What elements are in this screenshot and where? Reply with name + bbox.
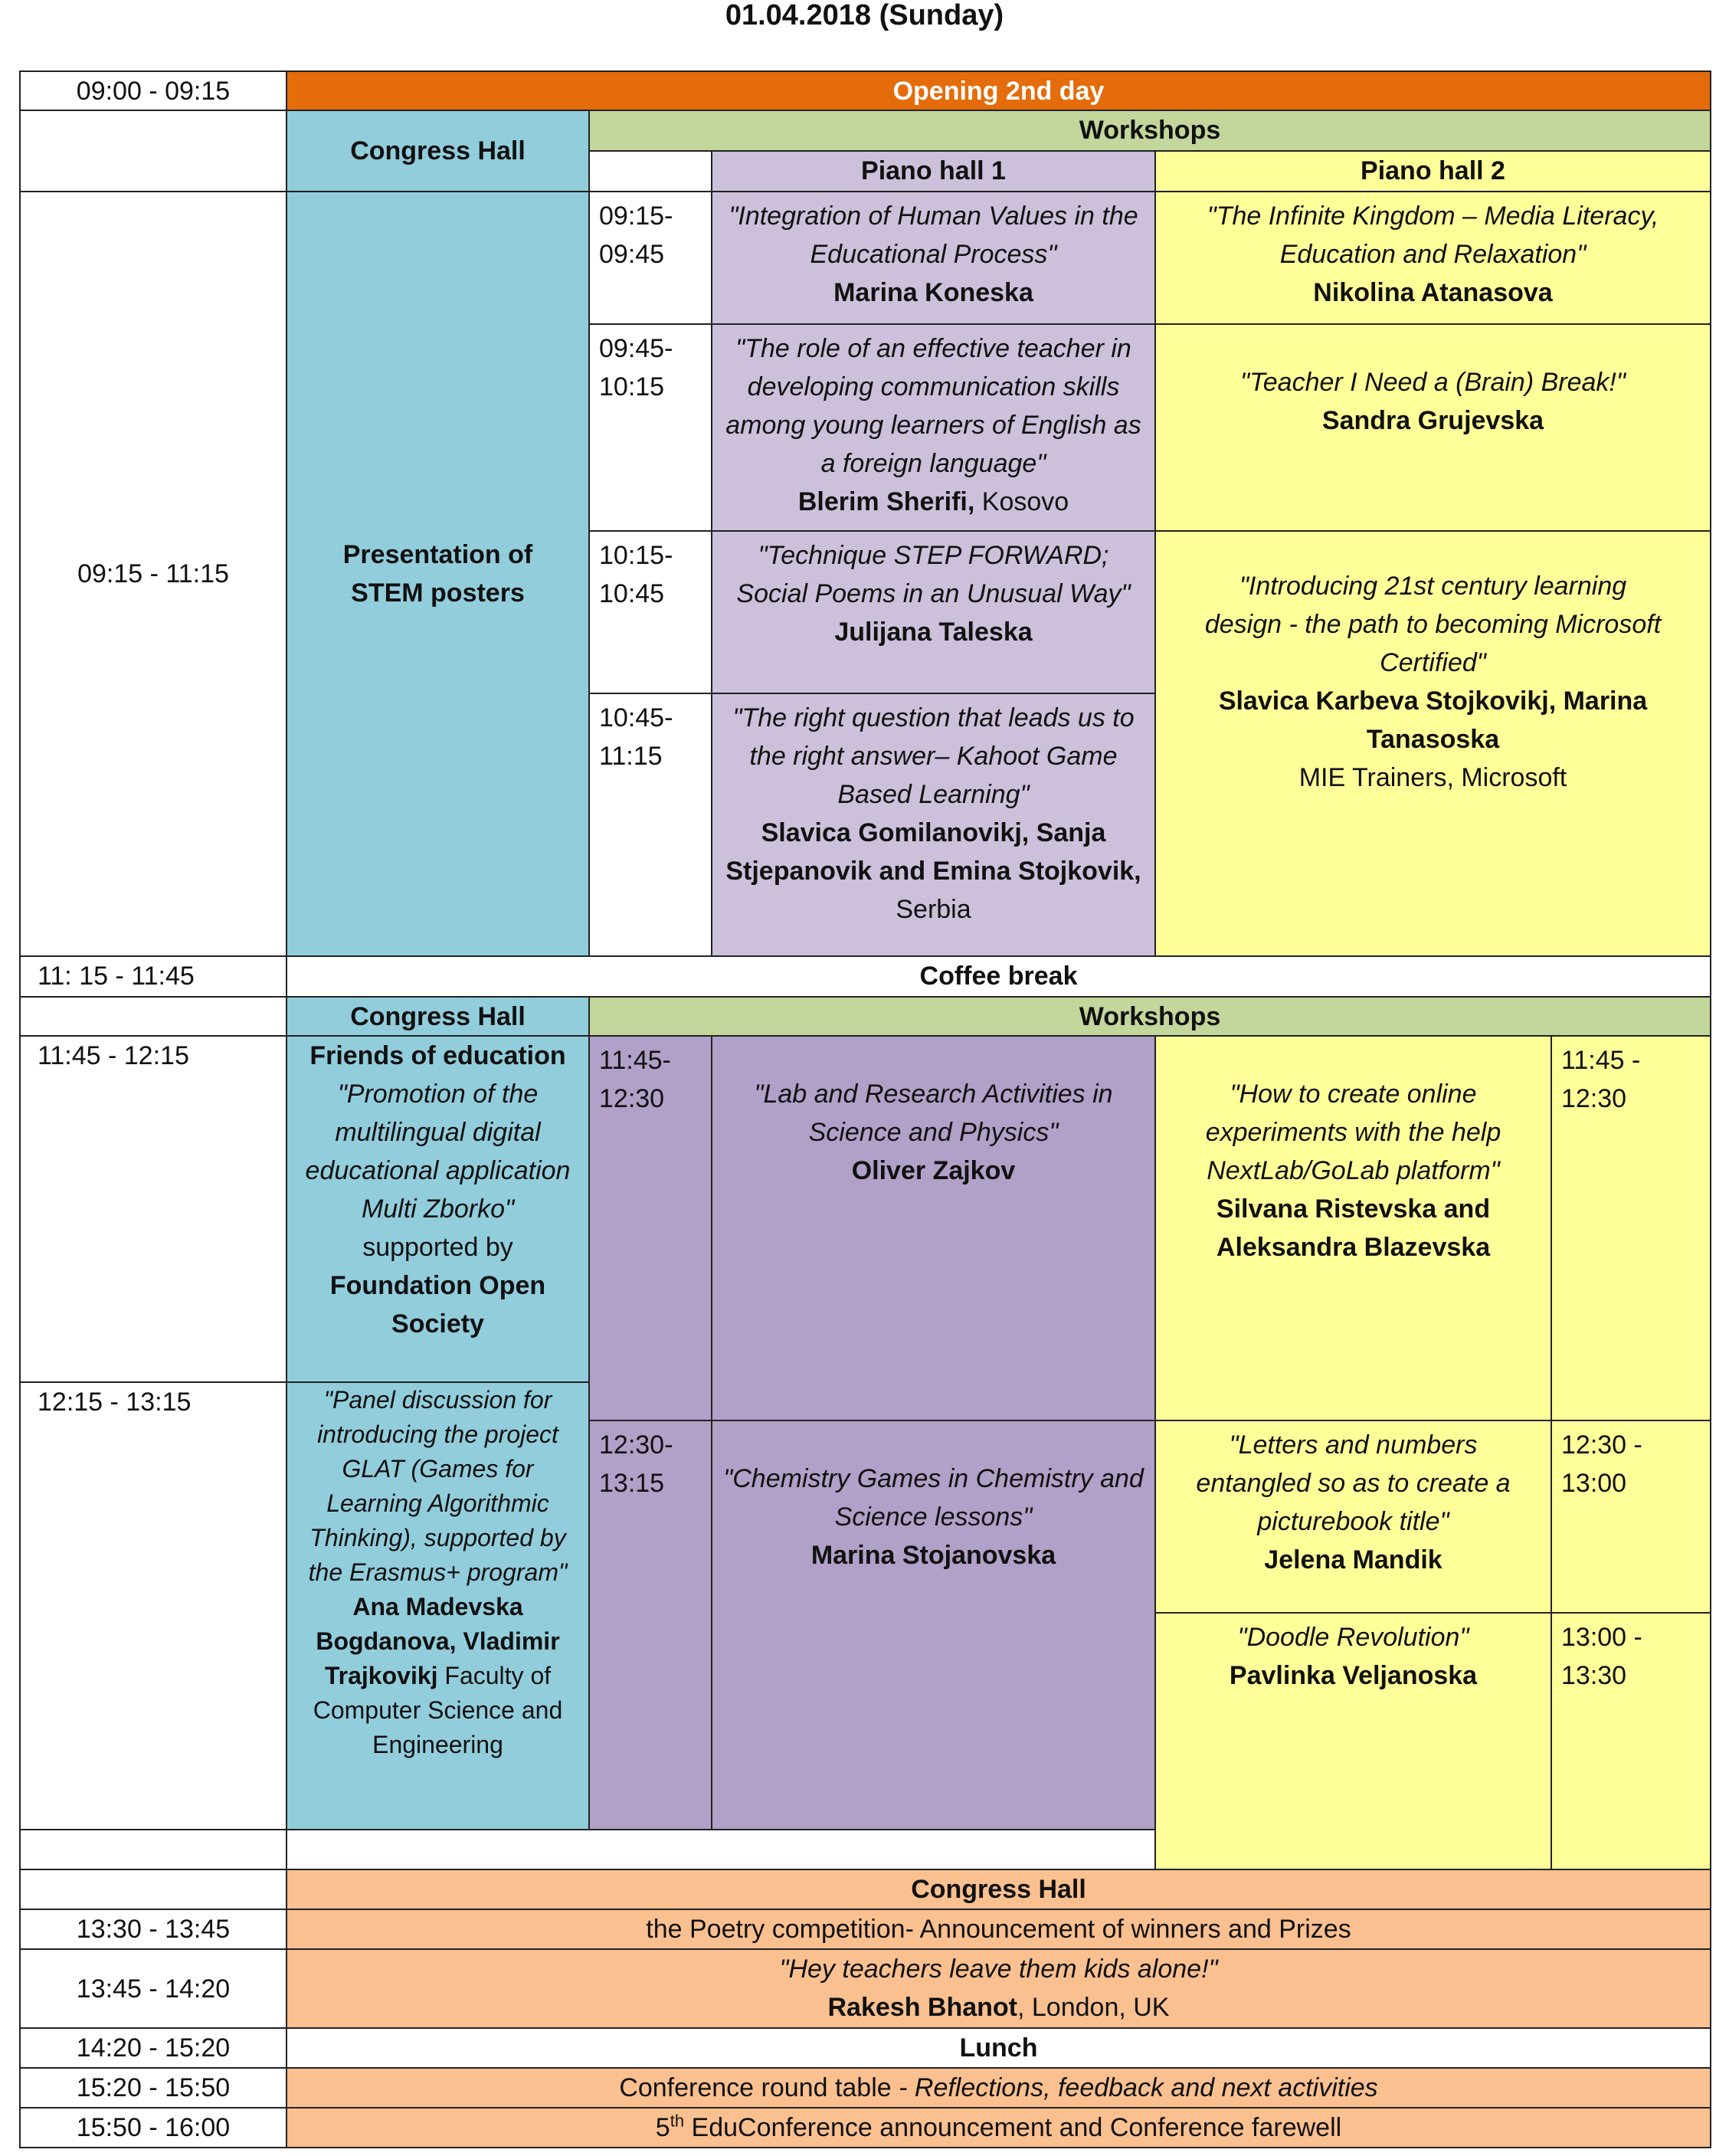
empty-time-cell: [19, 1869, 287, 1910]
session-title: "Technique STEP FORWARD; Social Poems in an Unusual Way": [736, 541, 1131, 608]
coffee-break-cell: Coffee break: [286, 955, 1711, 998]
empty-time-cell: [19, 996, 287, 1037]
ph1-session: [711, 1420, 1156, 1830]
session-title: "Lab and Research Activities in Science and Physics": [754, 1080, 1113, 1147]
session-author: Slavica Gomilanovikj, Sanja Stjepanovik and Emina Stojkovik,: [725, 818, 1141, 886]
program-item: the Poetry competition- Announcement of winners and Prizes: [286, 1909, 1711, 1950]
program-item: [286, 1948, 1711, 2029]
time-cell: 15:20 - 15:50: [19, 2067, 287, 2108]
slot-time: 09:45-10:15: [588, 323, 712, 532]
session-country: Serbia: [896, 895, 971, 924]
time-cell: 13:45 - 14:20: [19, 1948, 287, 2029]
stem-posters-cell: [286, 191, 590, 957]
time-cell: 15:50 - 16:00: [19, 2107, 287, 2148]
workshops-header: Workshops: [588, 110, 1711, 152]
program-item: [286, 2067, 1711, 2108]
session-author: Blerim Sherifi,: [797, 487, 975, 516]
session-title: "Hey teachers leave them kids alone!": [779, 1954, 1218, 1984]
session-sponsor: Foundation Open Society: [329, 1271, 546, 1338]
slot-time: 11:45-12:30: [588, 1035, 712, 1421]
item-number: 5: [655, 2113, 670, 2142]
ph1-session: [711, 693, 1156, 957]
time-cell: 09:00 - 09:15: [19, 70, 287, 111]
lunch-cell: Lunch: [286, 2027, 1711, 2069]
session-affiliation: MIE Trainers, Microsoft: [1298, 763, 1567, 792]
ph1-session: [711, 530, 1156, 694]
empty-cell: [588, 150, 712, 192]
session-author: Ana Madevska Bogdanova, Vladimir Trajkovikj: [316, 1593, 560, 1689]
program-item: [286, 2107, 1711, 2148]
workshops-header: Workshops: [588, 996, 1711, 1037]
time-cell: [19, 1381, 287, 1830]
time-cell: 13:30 - 13:45: [19, 1909, 287, 1950]
slot-time: 11:45 - 12:30: [1551, 1035, 1711, 1421]
item-subtitle: - Reflections, feedback and next activities: [891, 2073, 1378, 2102]
ph1-session: [711, 323, 1156, 532]
session-title: "Introducing 21st century learning design - the path to becoming Microsoft Certified": [1204, 572, 1662, 677]
time-cell: [19, 955, 287, 998]
item-ordinal: th: [670, 2111, 685, 2131]
piano-hall-2-header: Piano hall 2: [1154, 150, 1711, 192]
session-author: Marina Stojanovska: [810, 1541, 1056, 1570]
session-title: "The role of an effective teacher in developing communication skills among young learners of English as a foreign language": [725, 334, 1141, 478]
session-supported: supported by: [362, 1233, 513, 1262]
session-title: "Doodle Revolution": [1237, 1623, 1469, 1652]
empty-time-cell: [19, 1829, 287, 1870]
slot-time: 12:30-13:15: [588, 1420, 712, 1830]
empty-cell: [286, 1829, 1156, 1870]
ph2-session: [1154, 191, 1711, 325]
stem-posters-label: Presentation of STEM posters: [342, 540, 533, 608]
session-country: Kosovo: [981, 487, 1069, 516]
session-affiliation: Faculty of Computer Science and Engineering: [313, 1662, 563, 1758]
session-heading: Friends of education: [309, 1041, 566, 1070]
session-author: Marina Koneska: [833, 278, 1033, 307]
item-text: Conference round table: [619, 2073, 892, 2102]
page-title: 01.04.2018 (Sunday): [725, 0, 1004, 31]
ph2-session: [1154, 1420, 1552, 1614]
session-title: "How to create online experiments with the help NextLab/GoLab platform": [1205, 1080, 1501, 1185]
session-title: "The Infinite Kingdom – Media Literacy, Education and Relaxation": [1207, 202, 1659, 269]
ch-session: [286, 1381, 590, 1830]
session-location: , London, UK: [1017, 1993, 1170, 2022]
session-author: Pavlinka Veljanoska: [1229, 1661, 1478, 1690]
slot-time: 10:45-11:15: [588, 693, 712, 957]
congress-hall-header: Congress Hall: [286, 110, 590, 192]
slot-time: 12:30 - 13:00: [1551, 1420, 1711, 1614]
session-title: "The right question that leads us to the right answer– Kahoot Game Based Learning": [732, 703, 1135, 809]
session-title: "Letters and numbers entangled so as to create a picturebook title": [1196, 1430, 1511, 1536]
coffee-time: 11: 15 - 11:45: [38, 962, 195, 991]
ph1-session: [711, 191, 1156, 325]
slot-time: 09:15-09:45: [588, 191, 712, 325]
session-author: Oliver Zajkov: [851, 1156, 1016, 1185]
ph1-session: [711, 1035, 1156, 1421]
session-title: "Teacher I Need a (Brain) Break!": [1240, 368, 1626, 397]
piano-hall-1-header: Piano hall 1: [711, 150, 1156, 192]
item-text: EduConference announcement and Conference farewell: [684, 2113, 1342, 2142]
session-author: Slavica Karbeva Stojkovikj, Marina Tanasoska: [1218, 686, 1648, 754]
congress-hall-header: Congress Hall: [286, 996, 590, 1037]
session-author: Jelena Mandik: [1264, 1545, 1442, 1574]
ph2-session: [1154, 1612, 1552, 1870]
session-author: Sandra Grujevska: [1321, 406, 1544, 435]
time-cell: 09:15 - 11:15: [19, 191, 287, 957]
session-author: Silvana Ristevska and Aleksandra Blazevska: [1216, 1194, 1491, 1262]
ph2-session: [1154, 1035, 1552, 1421]
session-title: "Integration of Human Values in the Educational Process": [729, 202, 1138, 269]
time-label: 11:45 - 12:15: [38, 1041, 189, 1070]
session-title: "Panel discussion for introducing the project GLAT (Games for Learning Algorithmic Thinking), supported by the Erasmus+ program": [308, 1386, 568, 1586]
ch-session: [286, 1035, 590, 1383]
slot-time: 13:00 - 13:30: [1551, 1612, 1711, 1870]
session-author: Julijana Taleska: [834, 618, 1033, 647]
time-cell: 14:20 - 15:20: [19, 2027, 287, 2069]
session-author: Nikolina Atanasova: [1313, 278, 1553, 307]
time-label: 12:15 - 13:15: [38, 1388, 192, 1417]
congress-hall-header: Congress Hall: [286, 1869, 1711, 1910]
slot-time: 10:15-10:45: [588, 530, 712, 694]
session-author: Rakesh Bhanot: [827, 1993, 1017, 2022]
ph2-session: [1154, 323, 1711, 532]
opening-cell: Opening 2nd day: [286, 70, 1711, 111]
ph2-session: [1154, 530, 1711, 957]
session-title: "Chemistry Games in Chemistry and Science lessons": [723, 1464, 1144, 1532]
time-cell: [19, 1035, 287, 1383]
empty-time-cell: [19, 110, 287, 192]
session-title: "Promotion of the multilingual digital educational application Multi Zborko": [305, 1080, 571, 1224]
